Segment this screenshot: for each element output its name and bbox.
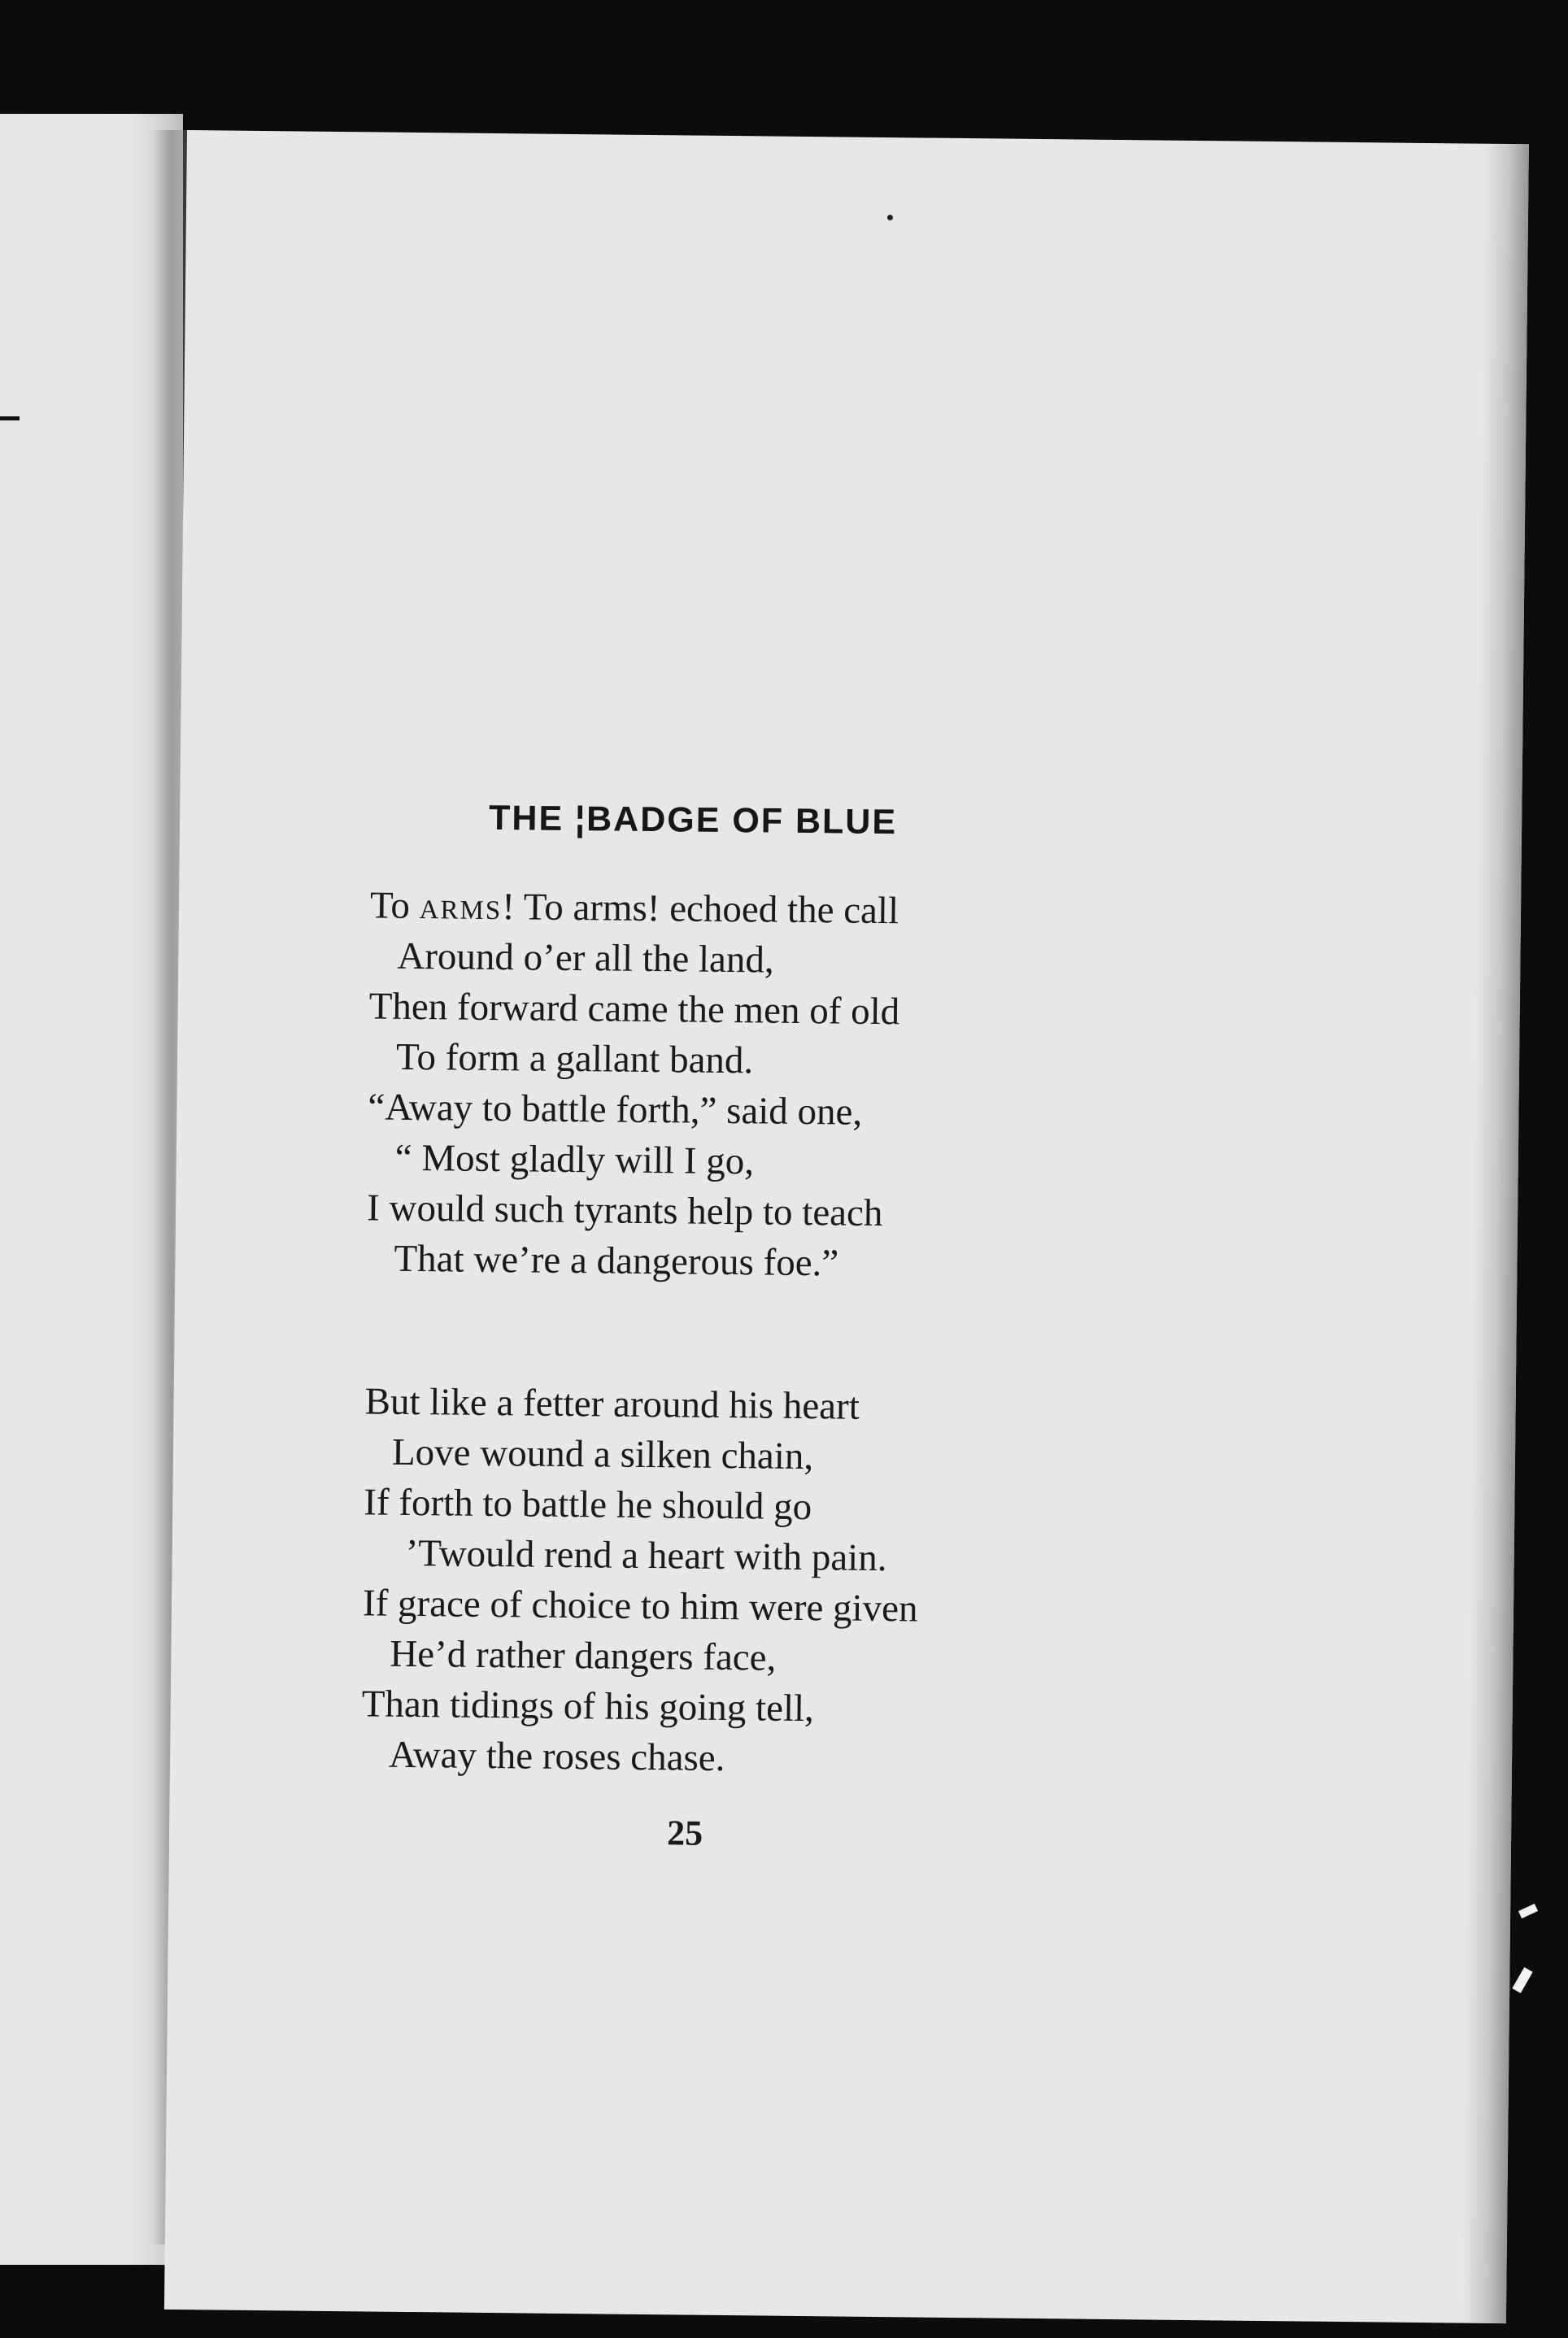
stanza-2 xyxy=(361,1376,921,1785)
poem-line: Then forward came the men of old xyxy=(368,985,900,1034)
line-rest: ! To arms! echoed the call xyxy=(501,886,899,933)
poem-line: Love wound a silken chain, xyxy=(391,1430,814,1478)
poem-title: THE ¦BADGE OF BLUE xyxy=(488,798,898,842)
poem-line xyxy=(370,880,901,936)
poem-line: Around o’er all the land, xyxy=(397,934,774,982)
margin-mark xyxy=(0,416,20,420)
poem-line: ’Twould rend a heart with pain. xyxy=(405,1531,887,1580)
poem-line: “ Most gladly will I go, xyxy=(394,1136,755,1183)
poem-line: If grace of choice to him were given xyxy=(362,1582,918,1631)
poem-line: “Away to battle forth,” said one, xyxy=(368,1086,863,1134)
book-page xyxy=(164,130,1529,2323)
page-edge-shadow xyxy=(1461,144,1529,2323)
poem-line: Away the roses chase. xyxy=(388,1733,725,1780)
poem-line: But like a fetter around his heart xyxy=(364,1380,860,1428)
scan-artifact xyxy=(1518,1904,1538,1918)
scan-artifact xyxy=(1512,1967,1532,1993)
poem-line: He’d rather dangers face, xyxy=(390,1632,777,1679)
ink-speck xyxy=(887,215,893,220)
small-caps-word: arms xyxy=(419,885,503,929)
poem-line: To form a gallant band. xyxy=(395,1035,754,1082)
stanza-1 xyxy=(366,880,901,1289)
poem-line: If forth to battle he should go xyxy=(364,1481,812,1529)
poem-line: I would such tyrants help to teach xyxy=(366,1186,883,1235)
first-word: To xyxy=(369,884,420,928)
page-number: 25 xyxy=(666,1813,703,1853)
poem-line: That we’re a dangerous foe.” xyxy=(394,1237,839,1285)
poem-line: Than tidings of his going tell, xyxy=(361,1683,815,1731)
